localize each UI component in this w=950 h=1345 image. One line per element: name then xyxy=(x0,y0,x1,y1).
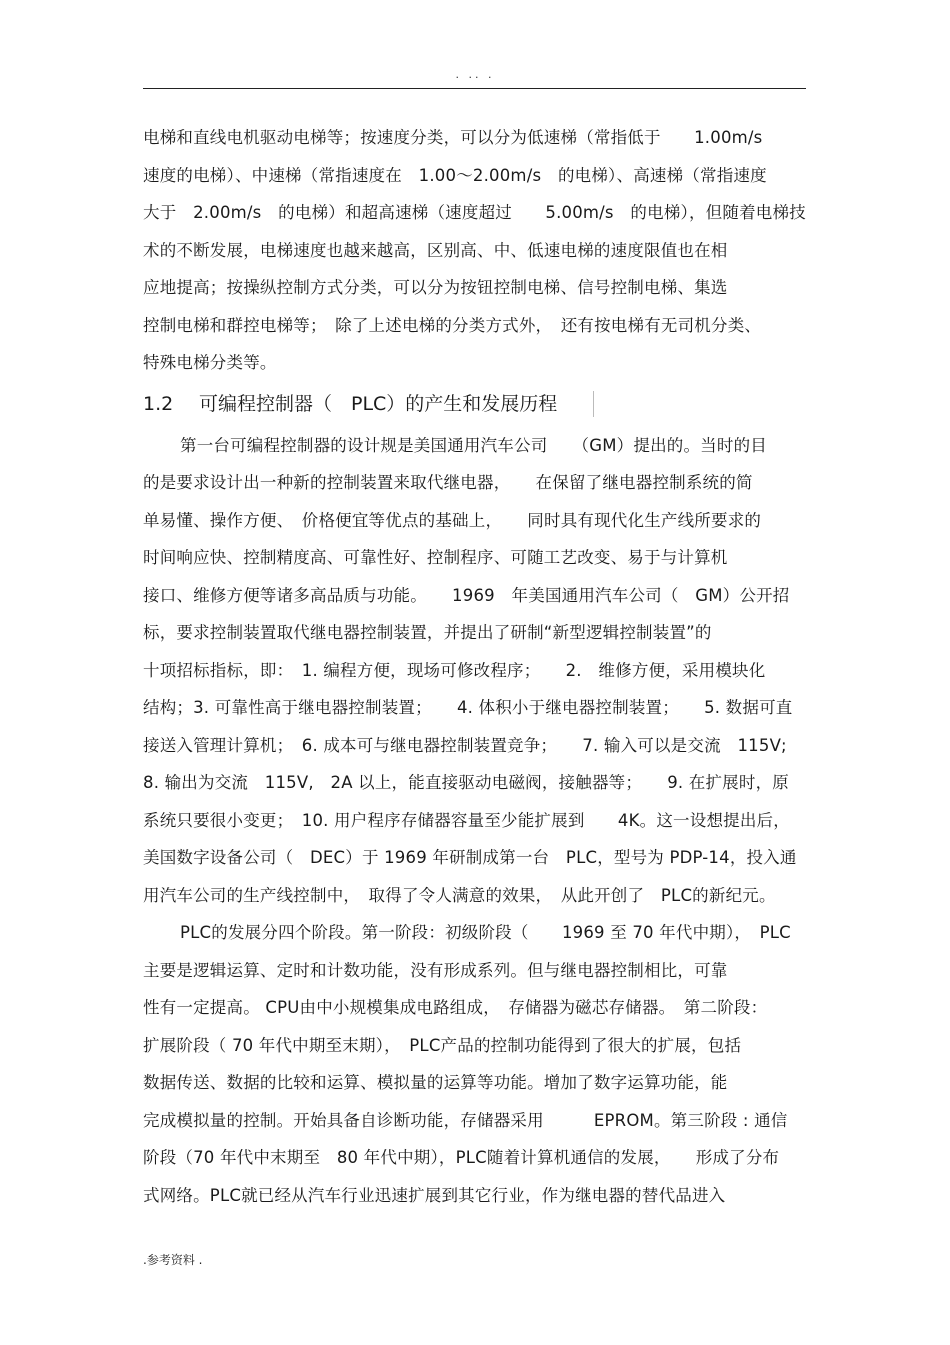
text-line: 时间响应快、控制精度高、可靠性好、控制程序、可随工艺改变、易于与计算机 xyxy=(143,548,728,567)
text-line: 单易懂、操作方便、 价格便宜等优点的基础上， 同时具有现代化生产线所要求的 xyxy=(143,510,762,530)
page-header-dots: . .. . xyxy=(455,68,495,81)
text-line: 结构；3. 可靠性高于继电器控制装置； 4. 体积小于继电器控制装置； 5. 数据可直 xyxy=(143,698,793,717)
text-line: 应地提高；按操纵控制方式分类，可以分为按钮控制电梯、信号控制电梯、集选 xyxy=(143,278,728,297)
text-line: 速度的电梯）、中速梯（常指速度在 1.00～2.00m/s 的电梯）、高速梯（常指速度 xyxy=(143,165,767,185)
document-body xyxy=(143,119,811,1214)
text-line: 十项招标指标，即： 1. 编程方便，现场可修改程序； 2. 维修方便，采用模块化 xyxy=(143,660,766,680)
text-line: 8. 输出为交流 115V, 2A 以上，能直接驱动电磁阀，接触器等； 9. 在扩展时，原 xyxy=(143,773,789,792)
text-line: 数据传送、数据的比较和运算、模拟量的运算等功能。增加了数字运算功能，能 xyxy=(143,1073,728,1092)
text-line: 控制电梯和群控电梯等； 除了上述电梯的分类方式外， 还有按电梯有无司机分类、 xyxy=(143,315,762,335)
paragraph-plc-origin xyxy=(143,427,811,915)
text-line: 主要是逻辑运算、定时和计数功能，没有形成系列。但与继电器控制相比，可靠 xyxy=(143,960,728,980)
text-line: 大于 2.00m/s 的电梯）和超高速梯（速度超过 5.00m/s 的电梯），但随着电梯技 xyxy=(143,203,806,222)
text-line: PLC的发展分四个阶段。第一阶段：初级阶段（ 1969 至 70 年代中期）， PLC xyxy=(180,923,791,942)
text-line: 性有一定提高。 CPU由中小规模集成电路组成， 存储器为磁芯存储器。 第二阶段： xyxy=(143,998,768,1017)
text-line: 电梯和直线电机驱动电梯等；按速度分类，可以分为低速梯（常指低于 1.00m/s xyxy=(143,128,763,147)
text-line: 扩展阶段（ 70 年代中期至末期）， PLC产品的控制功能得到了很大的扩展，包括 xyxy=(143,1035,742,1055)
text-line: 的是要求设计出一种新的控制装置来取代继电器， 在保留了继电器控制系统的简 xyxy=(143,473,753,492)
text-line: 式网络。PLC就已经从汽车行业迅速扩展到其它行业，作为继电器的替代品进入 xyxy=(143,1185,726,1205)
text-line: 第一台可编程控制器的设计规是美国通用汽车公司 （GM）提出的。当时的目 xyxy=(180,435,767,455)
text-line: 标，要求控制装置取代继电器控制装置，并提出了研制“新型逻辑控制装置”的 xyxy=(143,623,712,642)
section-heading xyxy=(143,383,811,425)
text-line: 用汽车公司的生产线控制中， 取得了令人满意的效果， 从此开创了 PLC的新纪元。 xyxy=(143,885,776,905)
text-line: 特殊电梯分类等。 xyxy=(143,353,277,372)
section-title: 可编程控制器（ PLC）的产生和发展历程 xyxy=(199,392,558,415)
text-line: 美国数字设备公司（ DEC）于 1969 年研制成第一台 PLC，型号为 PDP-14，投入通 xyxy=(143,848,797,867)
page-footer: .参考资料 . xyxy=(143,1253,203,1267)
paragraph-plc-stages xyxy=(143,914,811,1214)
text-line: 阶段（70 年代中末期至 80 年代中期），PLC随着计算机通信的发展， 形成了分布 xyxy=(143,1148,780,1167)
header-rule xyxy=(143,88,806,89)
text-line: 完成模拟量的控制。开始具备自诊断功能，存储器采用 EPROM。第三阶段 : 通信 xyxy=(143,1110,788,1130)
paragraph-elevator-classification xyxy=(143,119,811,382)
section-number: 1.2 xyxy=(143,392,174,415)
text-line: 接送入管理计算机； 6. 成本可与继电器控制装置竞争； 7. 输入可以是交流 115V; xyxy=(143,735,787,755)
text-cursor-bar xyxy=(593,391,594,417)
text-line: 系统只要很小变更； 10. 用户程序存储器容量至少能扩展到 4K。这一设想提出后， xyxy=(143,810,790,830)
text-line: 术的不断发展，电梯速度也越来越高，区别高、中、低速电梯的速度限值也在相 xyxy=(143,240,728,260)
text-line: 接口、维修方便等诸多高品质与功能。 1969 年美国通用汽车公司（ GM）公开招 xyxy=(143,585,790,605)
